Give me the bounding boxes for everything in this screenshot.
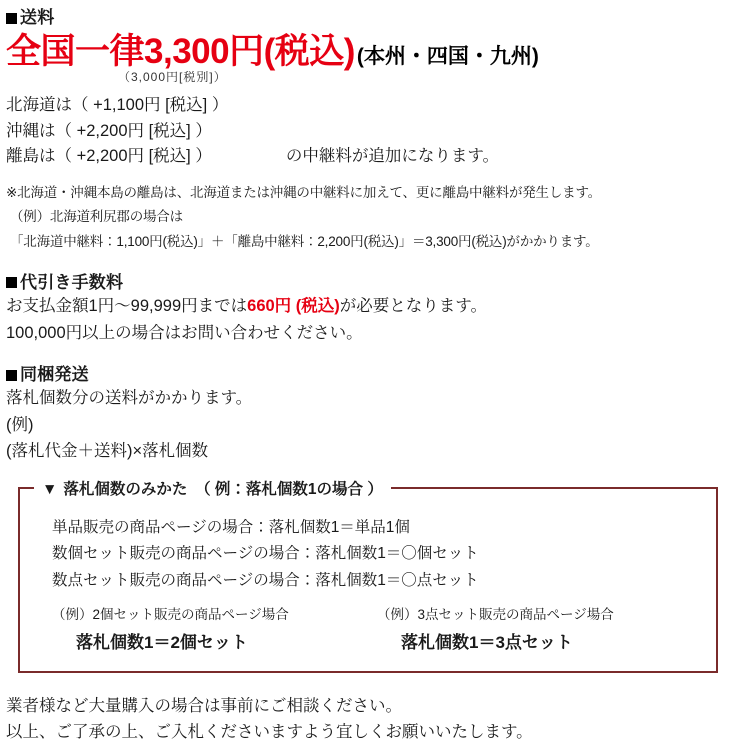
bid-count-explanation-box [18, 480, 718, 674]
region-surcharge-tail: の中継料が追加になります。 [285, 147, 500, 166]
bid-count-example-1-value: 落札個数1＝2個セット [76, 633, 248, 653]
bundle-line-1: 落札個数分の送料がかかります。 [6, 389, 253, 408]
shipping-note-example-line1: （例）北海道利尻郡の場合は [10, 209, 183, 225]
bid-count-rule-3: 数点セット販売の商品ページの場合：落札個数1＝〇点セット [52, 571, 479, 589]
region-row-hokkaido [6, 93, 744, 119]
shipping-price-main: 全国一律3,300円(税込) [6, 32, 355, 72]
region-surcharge-list [6, 93, 744, 170]
bid-count-rule-1: 単品販売の商品ページの場合：落札個数1＝単品1個 [52, 518, 410, 536]
bundle-line-3: (落札代金＋送料)×落札個数 [6, 442, 209, 461]
shipping-note-main: ※北海道・沖縄本島の離島は、北海道または沖縄の中継料に加えて、更に離島中継料が発生します。 [6, 185, 601, 201]
bid-count-box-title [34, 477, 391, 499]
closing-notes [6, 693, 744, 746]
bid-count-example-2-value: 落札個数1＝3点セット [401, 633, 573, 653]
shipping-headline [6, 34, 744, 71]
region-label-remote-islands: 離島は（ +2,200円 [税込] ） [6, 147, 212, 166]
region-row-remote-islands [6, 144, 744, 170]
shipping-price-tax-excluded: （3,000円[税別]） [118, 70, 227, 85]
cod-fee-prefix: お支払金額1円～99,999円までは [6, 297, 248, 316]
shipping-section-heading [6, 8, 744, 28]
region-label-okinawa: 沖縄は（ +2,200円 [税込] ） [6, 121, 212, 140]
shipping-note-example-line2: 「北海道中継料：1,100円(税込)」＋「離島中継料：2,200円(税込)」＝3,300円(税込)がかかります。 [10, 233, 599, 249]
bid-count-example-1-head: （例）2個セット販売の商品ページ場合 [52, 607, 289, 623]
triangle-down-icon: ▼ [42, 480, 58, 498]
cod-fee-suffix: が必要となります。 [339, 297, 487, 316]
bundle-section-heading [6, 365, 744, 385]
cod-section-heading [6, 273, 744, 293]
shipping-price-regions: (本州・四国・九州) [356, 45, 539, 69]
square-bullet-icon [6, 13, 17, 24]
bundle-line-2: (例) [6, 415, 34, 434]
bid-count-example-2 [377, 606, 702, 653]
bid-count-rule-2: 数個セット販売の商品ページの場合：落札個数1＝〇個セット [52, 545, 479, 563]
bid-count-box-title-label: 落札個数のみかた （ 例：落札個数1の場合 ） [63, 480, 383, 498]
cod-heading-label: 代引き手数料 [20, 272, 124, 292]
region-label-hokkaido: 北海道は（ +1,100円 [税込] ） [6, 96, 229, 115]
bid-count-examples [52, 606, 702, 653]
region-row-okinawa [6, 119, 744, 145]
cod-fee-line [6, 293, 744, 319]
bundle-heading-label: 同梱発送 [20, 364, 89, 384]
square-bullet-icon [6, 277, 17, 288]
cod-fee-amount: 660円 (税込) [247, 297, 340, 316]
bid-count-example-2-head: （例）3点セット販売の商品ページ場合 [377, 607, 614, 623]
shipping-heading-label: 送料 [20, 8, 55, 27]
closing-note-line-1: 業者様など大量購入の場合は事前にご相談ください。 [6, 697, 402, 716]
bid-count-example-1 [52, 606, 377, 653]
shipping-additional-note [6, 183, 744, 252]
closing-note-line-2: 以上、ご了承の上、ご入札くださいますよう宜しくお願いいたします。 [6, 723, 533, 742]
square-bullet-icon [6, 370, 17, 381]
cod-fee-over-limit: 100,000円以上の場合はお問い合わせください。 [6, 323, 363, 342]
